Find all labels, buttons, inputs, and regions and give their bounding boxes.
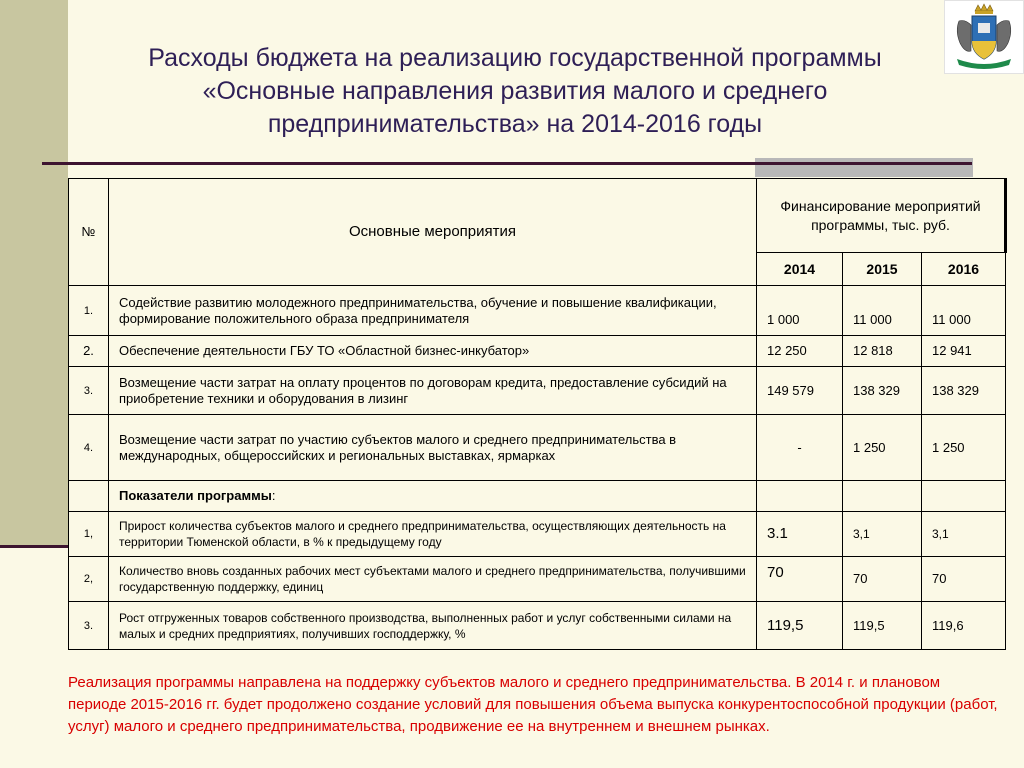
row-value-2016: 11 000 bbox=[922, 286, 1006, 336]
row-value-2015: 1 250 bbox=[843, 415, 922, 481]
table-row bbox=[69, 286, 1006, 336]
table-header-row bbox=[69, 179, 1006, 253]
row-num: 4. bbox=[69, 415, 109, 481]
table-row bbox=[69, 512, 1006, 557]
row-value-2014: 1 000 bbox=[757, 286, 843, 336]
indicator-text: Прирост количества субъектов малого и среднего предпринимательства, осуществляющих деятельность на территории Тюменской области, в % к предыдущему году bbox=[109, 512, 757, 557]
coat-of-arms-icon bbox=[944, 0, 1024, 74]
row-value-2016: 1 250 bbox=[922, 415, 1006, 481]
indicator-value-2014: 119,5 bbox=[757, 602, 843, 650]
indicators-num-empty bbox=[69, 481, 109, 512]
row-text: Содействие развитию молодежного предпринимательства, обучение и повышение квалификации, формирование положительного образа предпринимателя bbox=[109, 286, 757, 336]
row-value-2014: - bbox=[757, 415, 843, 481]
header-year-2015: 2015 bbox=[843, 253, 922, 286]
indicator-text: Рост отгруженных товаров собственного производства, выполненных работ и услуг собственными силами на малых и средних предприятиях, получивших господдержку, % bbox=[109, 602, 757, 650]
row-num: 3. bbox=[69, 367, 109, 415]
indicator-value-2014: 3.1 bbox=[757, 512, 843, 557]
title-line-3: предпринимательства» на 2014-2016 годы bbox=[267, 110, 763, 138]
indicators-empty-2015 bbox=[843, 481, 922, 512]
row-text: Обеспечение деятельности ГБУ ТО «Областной бизнес-инкубатор» bbox=[109, 336, 757, 367]
row-value-2016: 138 329 bbox=[922, 367, 1006, 415]
table-row bbox=[69, 557, 1006, 602]
indicator-value-2015: 3,1 bbox=[843, 512, 922, 557]
row-value-2015: 11 000 bbox=[843, 286, 922, 336]
header-year-2014: 2014 bbox=[757, 253, 843, 286]
header-num: № bbox=[69, 179, 109, 286]
indicator-value-2016: 119,6 bbox=[922, 602, 1006, 650]
indicators-label-text: Показатели программы bbox=[119, 488, 272, 503]
indicator-value-2015: 70 bbox=[843, 557, 922, 602]
title-line-2: «Основные направления развития малого и среднего bbox=[202, 77, 828, 105]
indicator-value-2015: 119,5 bbox=[843, 602, 922, 650]
left-rule bbox=[0, 545, 68, 548]
indicator-value-2014: 70 bbox=[757, 557, 843, 602]
indicators-label bbox=[109, 481, 757, 512]
table-row bbox=[69, 367, 1006, 415]
indicator-text: Количество вновь созданных рабочих мест субъектами малого и среднего предпринимательства, получившими государственную поддержку, единиц bbox=[109, 557, 757, 602]
footer-note: Реализация программы направлена на поддержку субъектов малого и среднего предпринимательства. В 2014 г. и плановом периоде 2015-2016 гг. будет продолжено создание условий для повышения объема выпуска конкурентоспособной продукции (работ, услуг) малого и среднего предпринимательства, продвижение ее на внутреннем и внешнем рынках. bbox=[68, 674, 998, 735]
slide-title bbox=[80, 42, 950, 141]
row-value-2015: 12 818 bbox=[843, 336, 922, 367]
indicators-header-row bbox=[69, 481, 1006, 512]
row-num: 2. bbox=[69, 336, 109, 367]
header-financing: Финансирование мероприятий программы, тыс. руб. bbox=[757, 179, 1006, 253]
header-rule bbox=[42, 162, 972, 165]
header-gray-bar bbox=[755, 158, 973, 177]
row-num: 1. bbox=[69, 286, 109, 336]
indicator-num: 3. bbox=[69, 602, 109, 650]
indicator-num: 2, bbox=[69, 557, 109, 602]
table-row bbox=[69, 602, 1006, 650]
row-text: Возмещение части затрат по участию субъектов малого и среднего предпринимательства в международных, общероссийских и региональных выставках, ярмарках bbox=[109, 415, 757, 481]
budget-table bbox=[68, 178, 1007, 650]
table-row bbox=[69, 415, 1006, 481]
title-line-1: Расходы бюджета на реализацию государственной программы bbox=[148, 44, 882, 72]
indicator-value-2016: 70 bbox=[922, 557, 1006, 602]
header-year-2016: 2016 bbox=[922, 253, 1006, 286]
row-value-2014: 149 579 bbox=[757, 367, 843, 415]
row-value-2016: 12 941 bbox=[922, 336, 1006, 367]
table-row bbox=[69, 336, 1006, 367]
indicators-empty-2014 bbox=[757, 481, 843, 512]
indicators-label-colon: : bbox=[271, 488, 276, 503]
indicators-empty-2016 bbox=[922, 481, 1006, 512]
row-text: Возмещение части затрат на оплату процентов по договорам кредита, предоставление субсидий на приобретение техники и оборудования в лизинг bbox=[109, 367, 757, 415]
left-decorative-band bbox=[0, 0, 68, 545]
indicator-num: 1, bbox=[69, 512, 109, 557]
row-value-2015: 138 329 bbox=[843, 367, 922, 415]
indicator-value-2016: 3,1 bbox=[922, 512, 1006, 557]
header-activities: Основные мероприятия bbox=[109, 179, 757, 286]
row-value-2014: 12 250 bbox=[757, 336, 843, 367]
